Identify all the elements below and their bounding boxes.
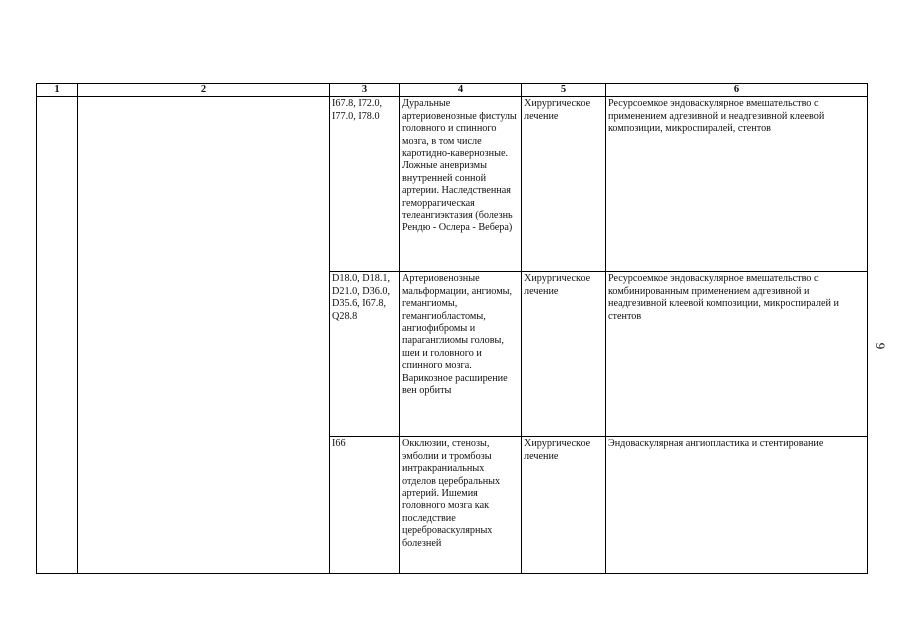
- icd-codes-cell: I66: [330, 437, 400, 574]
- header-col-5: 5: [522, 84, 606, 97]
- treatment-method-cell: Ресурсоемкое эндоваскулярное вмешательство с применением адгезивной и неадгезивной клеевой композиции, микроспиралей, стентов: [606, 97, 868, 272]
- disease-cell: Дуральные артериовенозные фистулы головного и спинного мозга, в том числе каротидно-кавернозные. Ложные аневризмы внутренней сонной артерии. Наследственная геморрагическая телеангиэктазия (болезнь Рендю - Ослера - Вебера): [400, 97, 522, 272]
- treatment-table: [36, 83, 868, 574]
- treatment-method-cell: Ресурсоемкое эндоваскулярное вмешательство с комбинированным применением адгезивной и неадгезивной клеевой композиции, микроспиралей и стентов: [606, 272, 868, 437]
- header-row: [37, 84, 868, 97]
- icd-codes-cell: I67.8, I72.0, I77.0, I78.0: [330, 97, 400, 272]
- header-col-6: 6: [606, 84, 868, 97]
- header-col-4: 4: [400, 84, 522, 97]
- disease-cell: Артериовенозные мальформации, ангиомы, гемангиомы, гемангиобластомы, ангиофибромы и параганглиомы головы, шеи и головного и спинного мозга. Варикозное расширение вен орбиты: [400, 272, 522, 437]
- page-number: 9: [873, 342, 888, 350]
- table-row: [37, 97, 868, 272]
- treatment-type-cell: Хирургическое лечение: [522, 272, 606, 437]
- col1-cell: [37, 97, 78, 574]
- header-col-1: 1: [37, 84, 78, 97]
- icd-codes-cell: D18.0, D18.1, D21.0, D36.0, D35.6, I67.8, Q28.8: [330, 272, 400, 437]
- header-col-2: 2: [78, 84, 330, 97]
- treatment-method-cell: Эндоваскулярная ангиопластика и стентирование: [606, 437, 868, 574]
- treatment-type-cell: Хирургическое лечение: [522, 437, 606, 574]
- treatment-type-cell: Хирургическое лечение: [522, 97, 606, 272]
- header-col-3: 3: [330, 84, 400, 97]
- disease-cell: Окклюзии, стенозы, эмболии и тромбозы интракраниальных отделов церебральных артерий. Ишемия головного мозга как последствие цереброваскулярных болезней: [400, 437, 522, 574]
- col2-cell: [78, 97, 330, 574]
